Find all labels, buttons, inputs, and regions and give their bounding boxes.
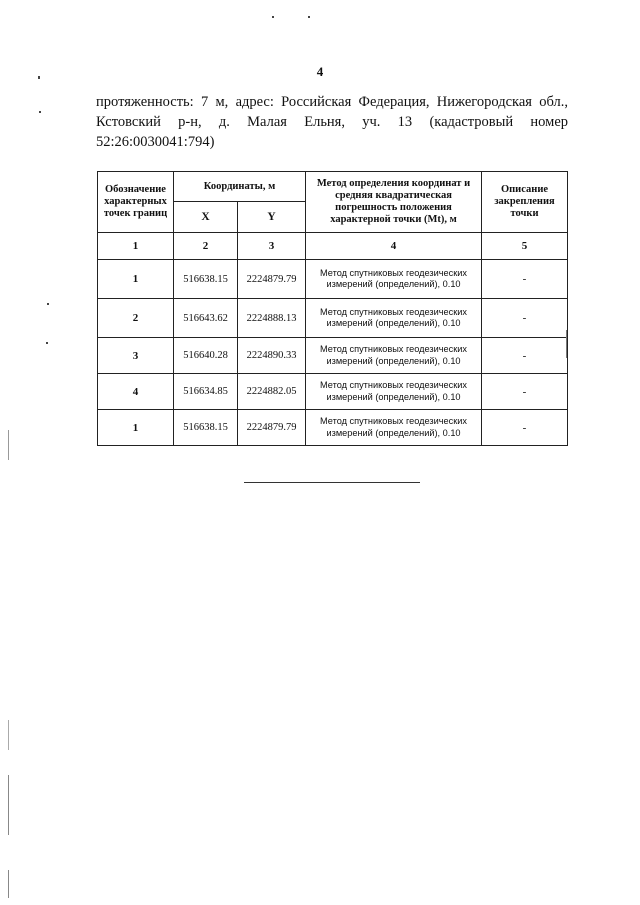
table-row [98, 260, 568, 299]
scan-speck [46, 342, 48, 344]
cell-description: - [482, 410, 568, 446]
signature-line [244, 482, 420, 483]
cell-point: 4 [98, 374, 174, 410]
scan-speck [47, 303, 49, 305]
header-y: Y [238, 202, 306, 233]
cell-y: 2224890.33 [238, 338, 306, 374]
header-x: X [174, 202, 238, 233]
paragraph-line: протяженность: 7 м, адрес: Российская Федерация, Нижегородская обл., [96, 94, 568, 110]
cell-point: 1 [98, 410, 174, 446]
cell-point: 1 [98, 260, 174, 299]
paragraph-line: Кстовский р-н, д. Малая Ельня, уч. 13 (кадастровый номер [96, 114, 568, 130]
page-number: 4 [316, 64, 324, 79]
table-row [98, 338, 568, 374]
header-method: Метод определения координат и средняя квадратическая погрешность положения характерной точки (Mt), м [306, 172, 482, 233]
table-row [98, 299, 568, 338]
column-number: 3 [238, 233, 306, 260]
column-number: 2 [174, 233, 238, 260]
cell-x: 516643.62 [174, 299, 238, 338]
cell-description: - [482, 374, 568, 410]
cell-description: - [482, 299, 568, 338]
cell-method: Метод спутниковых геодезических измерений (определений), 0.10 [306, 260, 482, 299]
cell-x: 516638.15 [174, 410, 238, 446]
cell-y: 2224888.13 [238, 299, 306, 338]
table-row [98, 410, 568, 446]
column-number: 4 [306, 233, 482, 260]
scan-speck [8, 775, 9, 835]
column-number: 1 [98, 233, 174, 260]
cell-x: 516640.28 [174, 338, 238, 374]
scan-speck [566, 330, 567, 358]
cell-x: 516638.15 [174, 260, 238, 299]
cell-y: 2224879.79 [238, 410, 306, 446]
paragraph-line: 52:26:0030041:794) [96, 134, 215, 150]
cell-method: Метод спутниковых геодезических измерений (определений), 0.10 [306, 374, 482, 410]
header-description: Описание закрепления точки [482, 172, 568, 233]
cell-point: 2 [98, 299, 174, 338]
coordinates-table [97, 171, 568, 446]
cell-y: 2224879.79 [238, 260, 306, 299]
scan-speck [8, 720, 9, 750]
scan-speck [308, 16, 310, 18]
cell-x: 516634.85 [174, 374, 238, 410]
table-row [98, 374, 568, 410]
scan-speck [8, 870, 9, 898]
cell-method: Метод спутниковых геодезических измерений (определений), 0.10 [306, 299, 482, 338]
header-coordinates: Координаты, м [174, 172, 306, 202]
cell-method: Метод спутниковых геодезических измерений (определений), 0.10 [306, 410, 482, 446]
header-point: Обозначение характерных точек границ [98, 172, 174, 233]
cell-description: - [482, 260, 568, 299]
scan-speck [38, 76, 40, 79]
scan-speck [272, 16, 274, 18]
cell-method: Метод спутниковых геодезических измерений (определений), 0.10 [306, 338, 482, 374]
scan-speck [8, 430, 9, 460]
object-description [96, 92, 568, 152]
cell-description: - [482, 338, 568, 374]
cell-point: 3 [98, 338, 174, 374]
column-number: 5 [482, 233, 568, 260]
scan-speck [39, 111, 41, 113]
cell-y: 2224882.05 [238, 374, 306, 410]
